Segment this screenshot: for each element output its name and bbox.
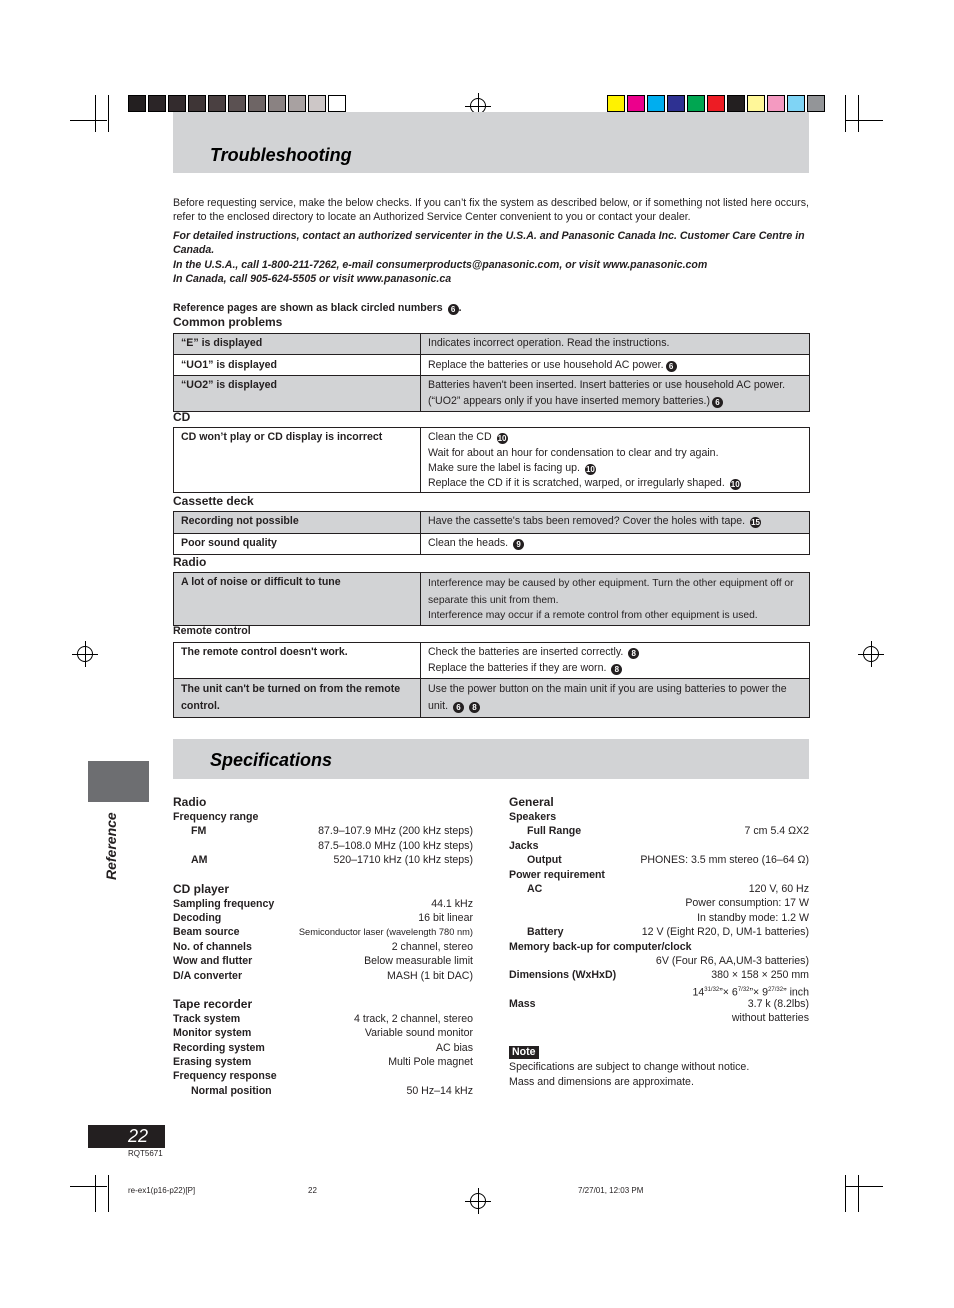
crop-mark: [70, 120, 107, 121]
registration-mark-icon: [863, 646, 879, 662]
radio-problems-table: [173, 572, 810, 626]
registration-mark-icon: [77, 646, 93, 662]
color-swatch: [248, 95, 266, 112]
problem-cell: Recording not possible: [174, 512, 421, 534]
problem-cell: “E” is displayed: [174, 334, 421, 355]
common-problems-table: [173, 333, 810, 412]
cd-problems-table: [173, 427, 810, 493]
circled-number-icon: 6: [448, 304, 459, 315]
color-swatch: [288, 95, 306, 112]
solution-cell: Clean the heads. 9: [421, 533, 810, 555]
table-row: [174, 428, 810, 493]
color-swatch: [208, 95, 226, 112]
circled-number-icon: 10: [497, 434, 507, 443]
circled-number-icon: 6: [666, 361, 677, 372]
color-swatch: [767, 95, 785, 112]
problem-cell: Poor sound quality: [174, 533, 421, 555]
reference-sidebar-label: Reference: [103, 812, 119, 880]
color-swatch: [268, 95, 286, 112]
color-swatch: [687, 95, 705, 112]
page-number: 22: [128, 1126, 149, 1146]
table-row: [174, 512, 810, 534]
circled-number-icon: 10: [585, 465, 595, 474]
problem-cell: CD won’t play or CD display is incorrect: [174, 428, 421, 493]
color-swatch: [607, 95, 625, 112]
registration-mark-icon: [470, 1193, 486, 1209]
crop-mark: [95, 95, 96, 132]
color-swatch: [707, 95, 725, 112]
contact-canada: In Canada, call 905-624-5505 or visit www.panasonic.ca: [173, 273, 452, 285]
color-swatch: [328, 95, 346, 112]
solution-cell: Indicates incorrect operation. Read the instructions.: [421, 334, 810, 355]
problem-cell: A lot of noise or difficult to tune: [174, 573, 421, 626]
solution-cell: Clean the CD 10 Wait for about an hour for condensation to clear and try again. Make sure the label is facing up. 10 Replace the CD if it is scratched, warped, or irregularly shaped. 10: [421, 428, 810, 493]
table-row: [174, 334, 810, 355]
problem-cell: “UO2” is displayed: [174, 376, 421, 412]
crop-mark: [858, 1175, 859, 1212]
contact-text: For detailed instructions, contact an authorized servicenter in the U.S.A. and Panasonic Canada Inc. Customer Care Centre in Canada.: [173, 230, 805, 256]
circled-number-icon: 6: [712, 397, 723, 408]
table-row: [174, 643, 810, 679]
troubleshooting-header-bar: [173, 112, 809, 173]
color-swatch: [807, 95, 825, 112]
solution-cell: Use the power button on the main unit if you are using batteries to power the unit. 6 8: [421, 679, 810, 718]
section-heading-common: Common problems: [173, 315, 283, 329]
problem-cell: The remote control doesn't work.: [174, 643, 421, 679]
footer-page: 22: [308, 1186, 317, 1195]
color-swatch: [787, 95, 805, 112]
color-swatch: [647, 95, 665, 112]
color-swatch: [168, 95, 186, 112]
table-row: [174, 376, 810, 412]
crop-mark: [70, 1186, 107, 1187]
reference-note: Reference pages are shown as black circled numbers 6 .: [173, 302, 462, 314]
solution-cell: Batteries haven't been inserted. Insert batteries or use household AC power. (“UO2” appears only if you have inserted memory batteries.) 6: [421, 376, 810, 412]
circled-number-icon: 6: [453, 702, 464, 713]
table-row: [174, 354, 810, 376]
page-number-box: [88, 1125, 165, 1148]
section-heading-cd: CD: [173, 410, 191, 424]
circled-number-icon: 8: [628, 648, 639, 659]
section-heading-radio: Radio: [173, 555, 207, 569]
circled-number-icon: 15: [751, 518, 760, 527]
crop-mark: [108, 1175, 109, 1212]
specifications-header-bar: [173, 739, 809, 779]
spec-right-column: General Speakers Full Range 7 cm 5.4 ΩX2 Jacks Output PHONES: 3.5 mm stereo (16–64 Ω) Power requirement AC 120 V, 60 Hz Power consumption: 17 W In standby mode: 1.2 W Battery 12 V (Eight R20, D, UM-1 batteries) Memory back-up for computer/clock 6V (Four R6, AA,UM-3 batteries) Dimensions (WxHxD) 380 × 158 × 250 mm $14^{31/32}”\times$ $6^{7/32}”\times 9^{27/32}$” inch Mass 3.7 k (8.2lbs) without batteries Note Specifications are subject to change without notice. Mass and dimensions are approximate.: [509, 795, 809, 1088]
color-swatch: [228, 95, 246, 112]
crop-mark: [108, 95, 109, 132]
crop-mark: [846, 1186, 883, 1187]
cassette-problems-table: [173, 511, 810, 555]
problem-cell: “UO1” is displayed: [174, 354, 421, 376]
color-swatch: [747, 95, 765, 112]
crop-mark: [845, 1175, 846, 1212]
table-row: [174, 573, 810, 626]
intro-text: Before requesting service, make the below checks. If you can’t fix the system as described below, or if something not listed here occurs, refer to the enclosed directory to locate an Authorized Service Center convenient to you or contact your dealer.: [173, 197, 809, 223]
circled-number-icon: 10: [730, 479, 740, 489]
circled-number-icon: 8: [611, 664, 622, 675]
circled-number-icon: 8: [469, 702, 480, 713]
color-swatch: [188, 95, 206, 112]
color-swatch: [148, 95, 166, 112]
color-swatch: [128, 95, 146, 112]
solution-cell: Check the batteries are inserted correctly. 8 Replace the batteries if they are worn. 8: [421, 643, 810, 679]
circled-number-icon: 9: [513, 539, 524, 550]
reference-tab: [88, 761, 149, 802]
remote-problems-table: [173, 642, 810, 718]
troubleshooting-title: Troubleshooting: [210, 145, 352, 165]
section-heading-remote: Remote control: [173, 625, 251, 637]
section-heading-cassette: Cassette deck: [173, 494, 254, 508]
color-swatch: [627, 95, 645, 112]
crop-mark: [845, 95, 846, 132]
document-code: RQT5671: [128, 1149, 163, 1158]
crop-mark: [95, 1175, 96, 1212]
note-badge: Note: [509, 1046, 539, 1059]
table-row: [174, 679, 810, 718]
solution-cell: Have the cassette's tabs been removed? Cover the holes with tape. 15: [421, 512, 810, 534]
crop-mark: [858, 95, 859, 132]
crop-mark: [846, 120, 883, 121]
spec-left-column: Radio Frequency range FM 87.9–107.9 MHz (200 kHz steps) 87.5–108.0 MHz (100 kHz steps) AM 520–1710 kHz (10 kHz steps) CD player Sampling frequency 44.1 kHz Decoding 16 bit linear Beam source Semiconductor laser (wavelength 780 nm) No. of channels 2 channel, stereo Wow and flutter Below measurable limit D/A converter MASH (1 bit DAC) Tape recorder Track system 4 track, 2 channel, stereo Monitor system Variable sound monitor Recording system AC bias Erasing system Multi Pole magnet Frequency response Normal position 50 Hz–14 kHz: [173, 795, 473, 1097]
color-swatch: [667, 95, 685, 112]
color-swatch: [308, 95, 326, 112]
contact-us: In the U.S.A., call 1-800-211-7262, e-mail consumerproducts@panasonic.com, or visit www.panasonic.com: [173, 259, 708, 271]
table-row: [174, 533, 810, 555]
problem-cell: The unit can't be turned on from the remote control.: [174, 679, 421, 718]
solution-cell: Replace the batteries or use household AC power. 6: [421, 354, 810, 376]
color-swatch: [727, 95, 745, 112]
solution-cell: Interference may be caused by other equipment. Turn the other equipment off or separate this unit from them. Interference may occur if a remote control from other equipment is used.: [421, 573, 810, 626]
specifications-title: Specifications: [210, 750, 333, 770]
footer-date: 7/27/01, 12:03 PM: [578, 1186, 644, 1195]
footer-filename: re-ex1(p16-p22)[P]: [128, 1186, 196, 1195]
